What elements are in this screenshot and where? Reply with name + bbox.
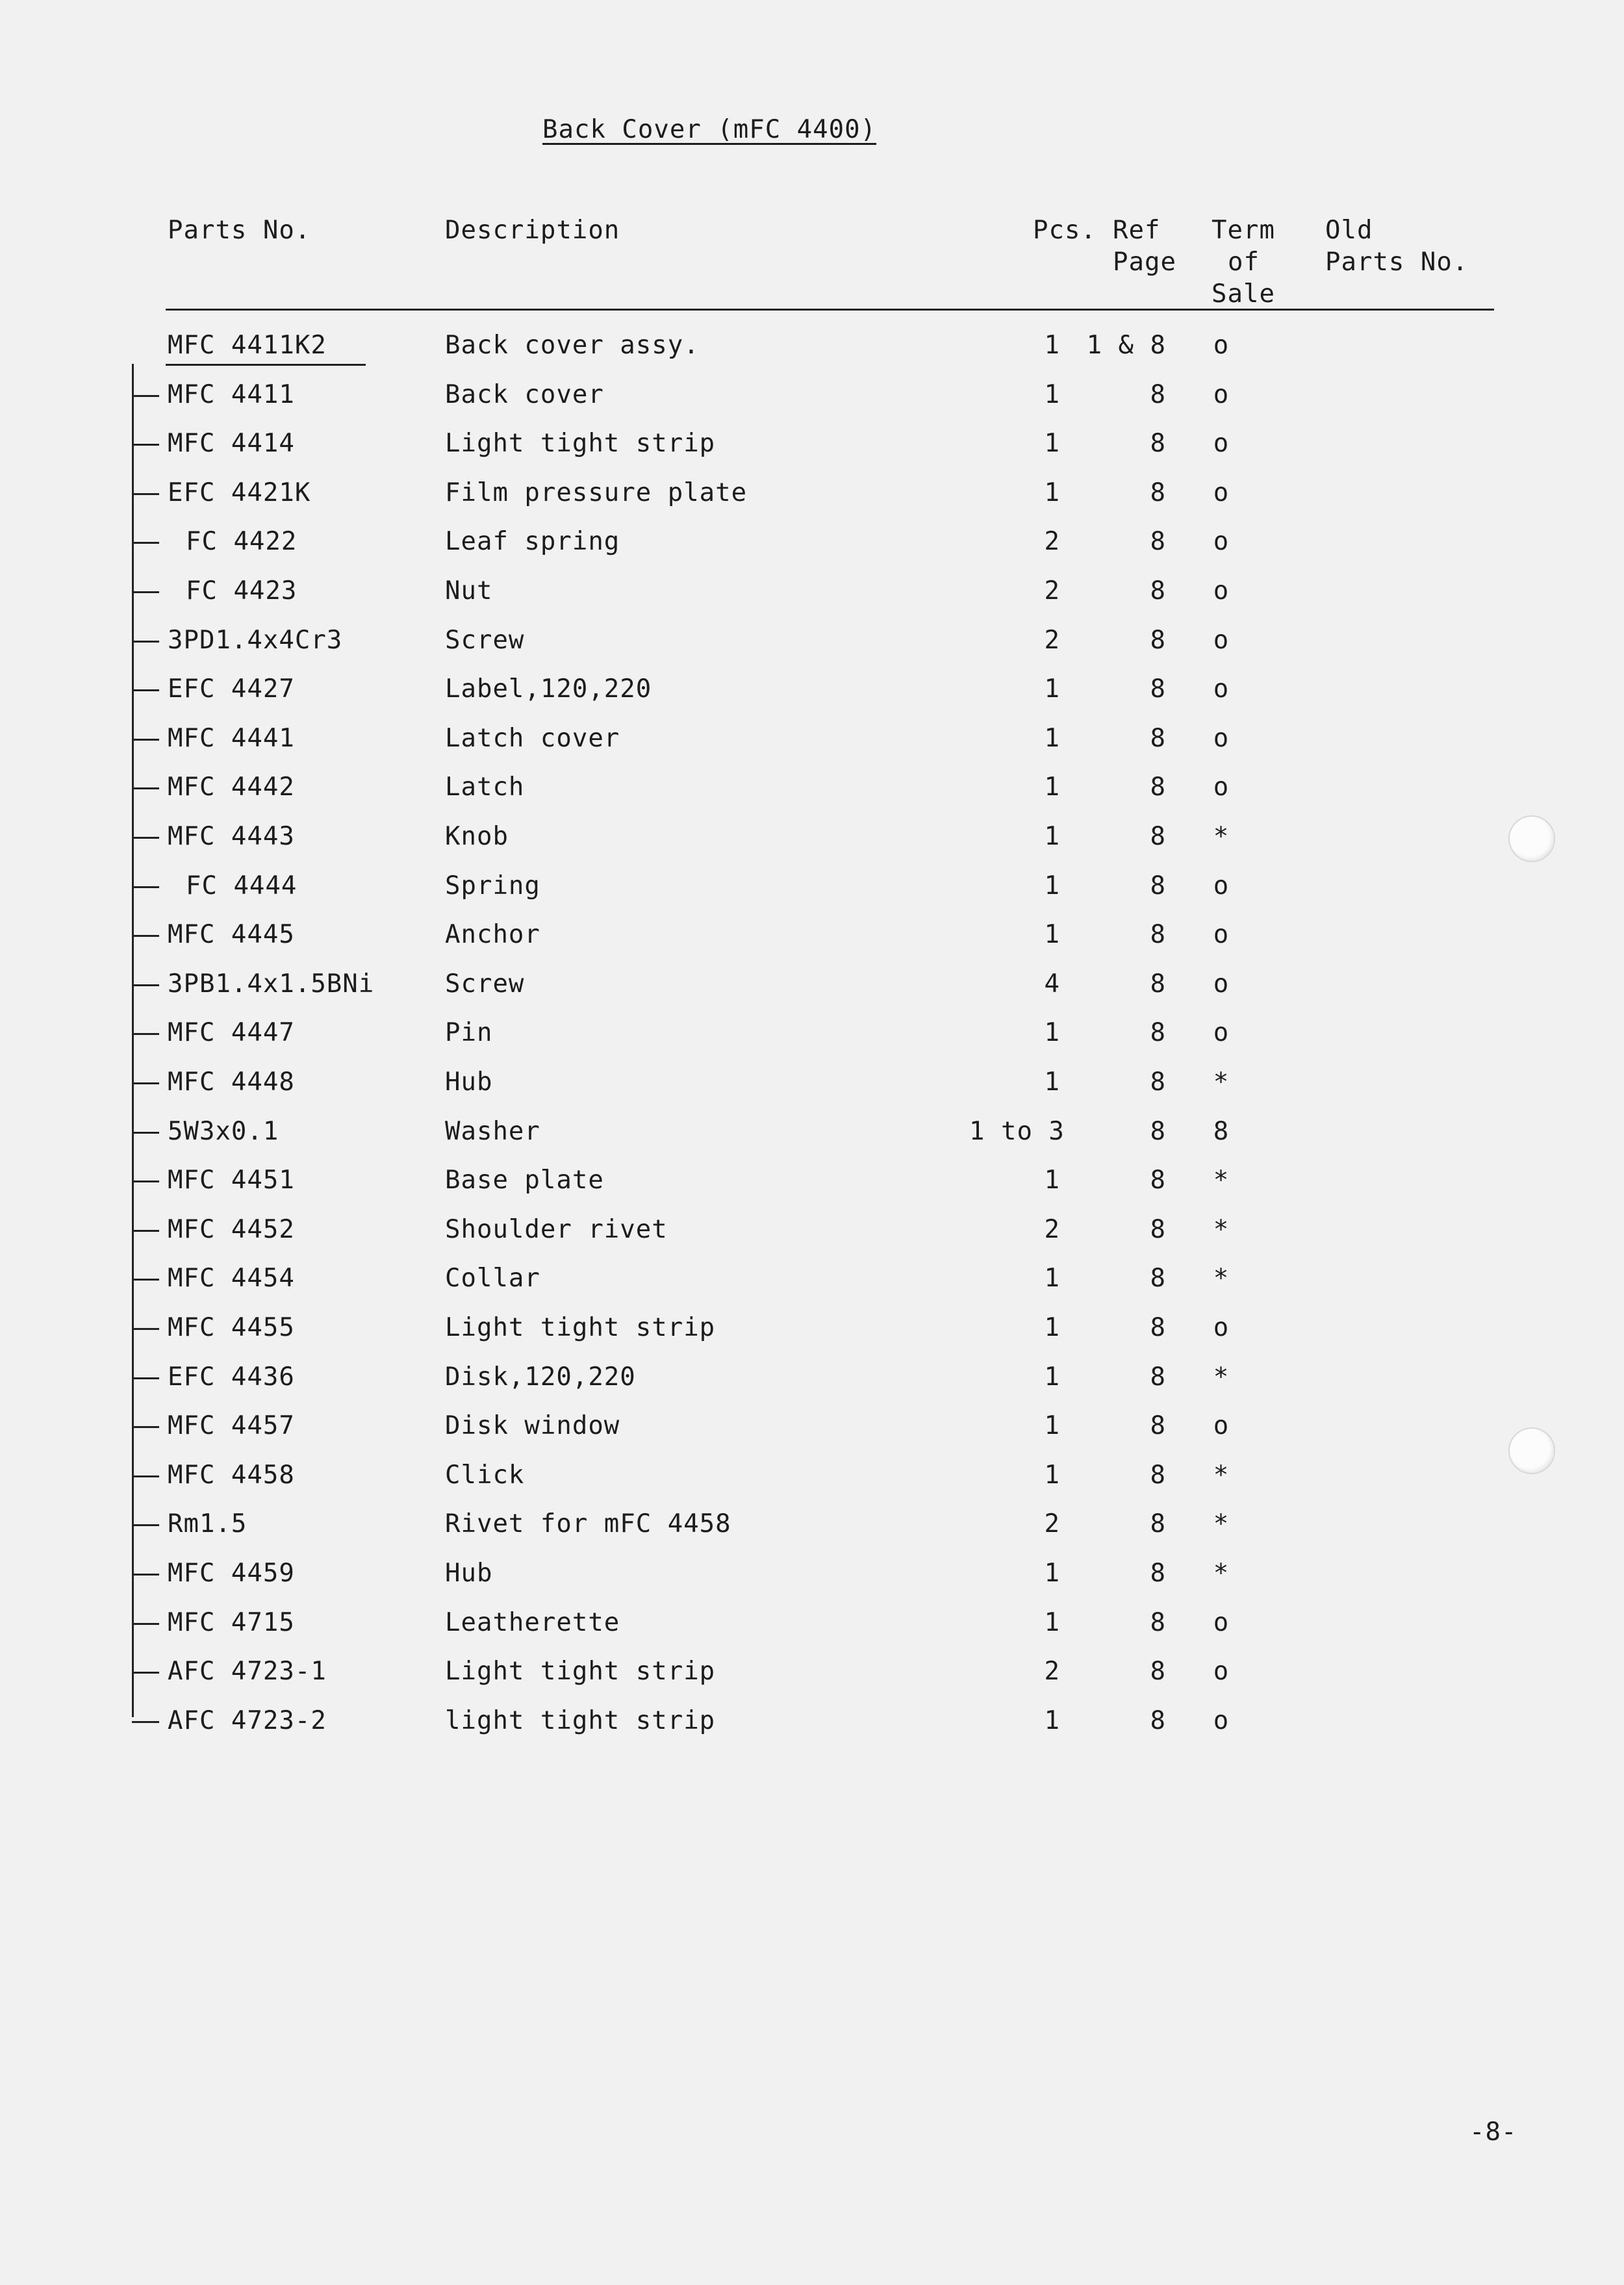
part-description: Back cover assy.	[445, 331, 700, 360]
term-of-sale: *	[1213, 1166, 1230, 1195]
tree-branch	[132, 1574, 159, 1576]
tree-branch	[132, 1721, 159, 1723]
header-old-line2: Parts No.	[1325, 248, 1469, 277]
header-ref-line2: Page	[1113, 248, 1176, 277]
tree-branch	[132, 641, 159, 643]
term-of-sale: o	[1213, 527, 1230, 557]
term-of-sale: o	[1213, 1657, 1230, 1687]
part-description: light tight strip	[445, 1705, 716, 1735]
part-number: MFC 4411	[168, 379, 295, 409]
term-of-sale: o	[1213, 871, 1230, 900]
binder-hole-upper	[1508, 815, 1555, 862]
part-number: EFC 4421K	[168, 478, 311, 507]
ref-page: 8	[1150, 1264, 1166, 1294]
tree-branch	[132, 1524, 159, 1526]
ref-page: 8	[1150, 379, 1166, 409]
pieces-count: 1	[1044, 1607, 1060, 1637]
part-description: Latch	[445, 772, 525, 802]
ref-page: 8	[1150, 1607, 1166, 1637]
part-description: Hub	[445, 1559, 493, 1588]
pieces-count: 1 to 3	[969, 1116, 1065, 1146]
part-number: 3PD1.4x4Cr3	[168, 625, 343, 655]
ref-page: 8	[1150, 1705, 1166, 1735]
term-of-sale: o	[1213, 969, 1230, 999]
tree-branch	[132, 984, 159, 986]
tree-branch	[132, 1475, 159, 1477]
part-description: Base plate	[445, 1166, 604, 1195]
part-description: Spring	[445, 871, 540, 900]
pieces-count: 1	[1044, 1705, 1060, 1735]
ref-page: 8	[1150, 527, 1166, 557]
tree-branch	[132, 739, 159, 741]
tree-branch	[132, 1082, 159, 1084]
ref-page: 8	[1150, 1509, 1166, 1539]
part-number: MFC 4442	[168, 772, 295, 802]
tree-branch	[132, 1672, 159, 1674]
page-number: -8-	[1469, 2117, 1517, 2147]
assembly-rule	[166, 364, 366, 366]
tree-branch	[132, 837, 159, 839]
header-term-line2: of	[1228, 248, 1260, 277]
term-of-sale: o	[1213, 1411, 1230, 1441]
term-of-sale: o	[1213, 920, 1230, 950]
term-of-sale: o	[1213, 1705, 1230, 1735]
ref-page: 8	[1150, 478, 1166, 507]
pieces-count: 1	[1044, 379, 1060, 409]
term-of-sale: *	[1213, 1559, 1230, 1588]
tree-branch	[132, 1328, 159, 1330]
pieces-count: 1	[1044, 1460, 1060, 1490]
part-number: MFC 4414	[168, 429, 295, 459]
part-number: MFC 4441	[168, 723, 295, 753]
pieces-count: 2	[1044, 576, 1060, 606]
ref-page: 8	[1150, 920, 1166, 950]
term-of-sale: o	[1213, 576, 1230, 606]
term-of-sale: o	[1213, 1018, 1230, 1048]
tree-branch	[132, 1132, 159, 1134]
term-of-sale: *	[1213, 1509, 1230, 1539]
part-description: Hub	[445, 1067, 493, 1097]
part-number: MFC 4715	[168, 1607, 295, 1637]
pieces-count: 1	[1044, 822, 1060, 851]
part-number: FC 4423	[186, 576, 298, 606]
part-number: EFC 4427	[168, 674, 295, 704]
term-of-sale: *	[1213, 1214, 1230, 1244]
part-number: FC 4422	[186, 527, 298, 557]
part-number: MFC 4445	[168, 920, 295, 950]
part-number: Rm1.5	[168, 1509, 247, 1539]
tree-branch	[132, 1623, 159, 1625]
ref-page: 8	[1150, 1166, 1166, 1195]
part-description: Light tight strip	[445, 1313, 716, 1342]
ref-page: 8	[1150, 1067, 1166, 1097]
term-of-sale: 8	[1213, 1116, 1230, 1146]
header-parts-no: Parts No.	[168, 216, 311, 245]
part-description: Screw	[445, 969, 525, 999]
part-description: Latch cover	[445, 723, 620, 753]
pieces-count: 2	[1044, 1509, 1060, 1539]
term-of-sale: o	[1213, 379, 1230, 409]
part-description: Pin	[445, 1018, 493, 1048]
header-pcs: Pcs.	[1033, 216, 1097, 245]
term-of-sale: *	[1213, 1362, 1230, 1392]
pieces-count: 1	[1044, 920, 1060, 950]
pieces-count: 1	[1044, 871, 1060, 900]
part-number: MFC 4443	[168, 822, 295, 851]
ref-page: 8	[1150, 1559, 1166, 1588]
tree-branch	[132, 1230, 159, 1232]
part-description: Shoulder rivet	[445, 1214, 668, 1244]
tree-branch	[132, 395, 159, 397]
term-of-sale: o	[1213, 674, 1230, 704]
tree-branch	[132, 1279, 159, 1281]
part-number: AFC 4723-1	[168, 1657, 327, 1687]
header-ref-line1: Ref	[1113, 216, 1161, 245]
ref-page: 1 & 8	[1086, 331, 1166, 360]
term-of-sale: o	[1213, 429, 1230, 459]
ref-page: 8	[1150, 822, 1166, 851]
part-number: EFC 4436	[168, 1362, 295, 1392]
pieces-count: 1	[1044, 1313, 1060, 1342]
part-number: MFC 4455	[168, 1313, 295, 1342]
part-description: Rivet for mFC 4458	[445, 1509, 731, 1539]
tree-branch	[132, 1377, 159, 1379]
header-old-line1: Old	[1325, 216, 1373, 245]
part-description: Leatherette	[445, 1607, 620, 1637]
ref-page: 8	[1150, 429, 1166, 459]
page-title: Back Cover (mFC 4400)	[542, 115, 877, 144]
part-description: Anchor	[445, 920, 540, 950]
pieces-count: 1	[1044, 1559, 1060, 1588]
pieces-count: 1	[1044, 674, 1060, 704]
part-number: 3PB1.4x1.5BNi	[168, 969, 375, 999]
ref-page: 8	[1150, 871, 1166, 900]
part-description: Washer	[445, 1116, 540, 1146]
part-description: Click	[445, 1460, 525, 1490]
part-description: Disk,120,220	[445, 1362, 636, 1392]
part-number: MFC 4447	[168, 1018, 295, 1048]
pieces-count: 2	[1044, 527, 1060, 557]
pieces-count: 1	[1044, 1264, 1060, 1294]
term-of-sale: o	[1213, 772, 1230, 802]
ref-page: 8	[1150, 1657, 1166, 1687]
term-of-sale: o	[1213, 625, 1230, 655]
pieces-count: 1	[1044, 1067, 1060, 1097]
tree-branch	[132, 444, 159, 446]
header-description: Description	[445, 216, 620, 245]
term-of-sale: *	[1213, 1264, 1230, 1294]
part-number: MFC 4458	[168, 1460, 295, 1490]
pieces-count: 1	[1044, 1018, 1060, 1048]
part-number: AFC 4723-2	[168, 1705, 327, 1735]
term-of-sale: o	[1213, 331, 1230, 360]
part-number: MFC 4452	[168, 1214, 295, 1244]
pieces-count: 2	[1044, 1657, 1060, 1687]
pieces-count: 2	[1044, 1214, 1060, 1244]
ref-page: 8	[1150, 674, 1166, 704]
term-of-sale: o	[1213, 1607, 1230, 1637]
part-description: Screw	[445, 625, 525, 655]
part-number: MFC 4448	[168, 1067, 295, 1097]
part-description: Film pressure plate	[445, 478, 748, 507]
part-number: MFC 4459	[168, 1559, 295, 1588]
term-of-sale: *	[1213, 822, 1230, 851]
pieces-count: 1	[1044, 1362, 1060, 1392]
term-of-sale: o	[1213, 723, 1230, 753]
pieces-count: 1	[1044, 1166, 1060, 1195]
tree-branch	[132, 1181, 159, 1182]
tree-branch	[132, 493, 159, 495]
ref-page: 8	[1150, 723, 1166, 753]
part-description: Back cover	[445, 379, 604, 409]
header-rule	[166, 309, 1494, 311]
pieces-count: 1	[1044, 723, 1060, 753]
ref-page: 8	[1150, 1313, 1166, 1342]
ref-page: 8	[1150, 1460, 1166, 1490]
header-term-line3: Sale	[1212, 279, 1275, 309]
pieces-count: 1	[1044, 772, 1060, 802]
tree-branch	[132, 689, 159, 691]
ref-page: 8	[1150, 1214, 1166, 1244]
tree-branch	[132, 1426, 159, 1428]
part-description: Knob	[445, 822, 509, 851]
pieces-count: 4	[1044, 969, 1060, 999]
tree-branch	[132, 1033, 159, 1035]
tree-branch	[132, 935, 159, 937]
pieces-count: 1	[1044, 331, 1060, 360]
tree-branch	[132, 787, 159, 789]
ref-page: 8	[1150, 576, 1166, 606]
part-number: MFC 4411K2	[168, 331, 327, 360]
part-description: Label,120,220	[445, 674, 652, 704]
tree-branch	[132, 591, 159, 593]
term-of-sale: *	[1213, 1460, 1230, 1490]
term-of-sale: o	[1213, 478, 1230, 507]
part-description: Disk window	[445, 1411, 620, 1441]
part-number: MFC 4451	[168, 1166, 295, 1195]
part-description: Light tight strip	[445, 429, 716, 459]
part-number: 5W3x0.1	[168, 1116, 279, 1146]
pieces-count: 1	[1044, 1411, 1060, 1441]
ref-page: 8	[1150, 772, 1166, 802]
ref-page: 8	[1150, 969, 1166, 999]
pieces-count: 2	[1044, 625, 1060, 655]
tree-branch	[132, 542, 159, 544]
part-description: Light tight strip	[445, 1657, 716, 1687]
part-description: Nut	[445, 576, 493, 606]
tree-connector	[132, 364, 134, 1717]
pieces-count: 1	[1044, 478, 1060, 507]
term-of-sale: o	[1213, 1313, 1230, 1342]
part-description: Collar	[445, 1264, 540, 1294]
binder-hole-lower	[1508, 1427, 1555, 1474]
ref-page: 8	[1150, 1411, 1166, 1441]
ref-page: 8	[1150, 1018, 1166, 1048]
ref-page: 8	[1150, 1116, 1166, 1146]
part-number: MFC 4454	[168, 1264, 295, 1294]
part-number: MFC 4457	[168, 1411, 295, 1441]
term-of-sale: *	[1213, 1067, 1230, 1097]
part-description: Leaf spring	[445, 527, 620, 557]
ref-page: 8	[1150, 625, 1166, 655]
tree-branch	[132, 886, 159, 888]
pieces-count: 1	[1044, 429, 1060, 459]
header-term-line1: Term	[1212, 216, 1275, 245]
part-number: FC 4444	[186, 871, 298, 900]
ref-page: 8	[1150, 1362, 1166, 1392]
